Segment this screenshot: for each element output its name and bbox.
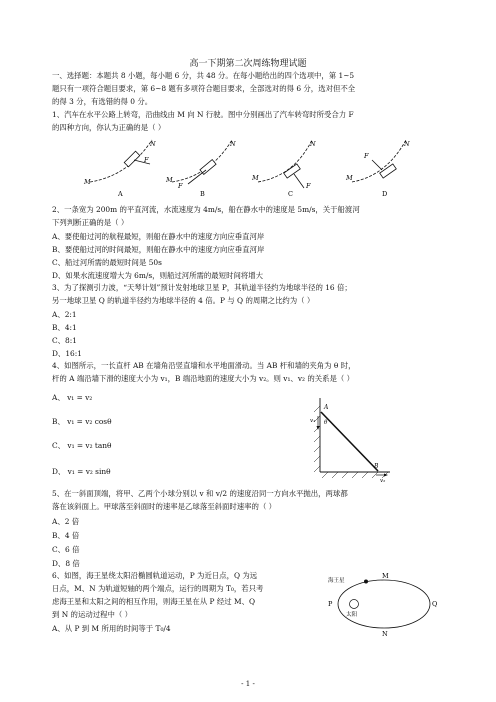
q1-figure-d [345,140,410,198]
q1-a-n-label: N [150,140,156,148]
q3-line-1: 3、为了探测引力波，“天琴计划”预计发射地球卫星 P，其轨道半径约为地球半径的 16 倍； [52,283,352,292]
intro-line-2: 题只有一项符合题目要求，第 6~8 题有多项符合题目要求，全部选对的得 6 分，选对但不全 [52,84,356,93]
q1-line-1: 1、汽车在水平公路上转弯，沿曲线由 M 向 N 行驶。图中分别画出了汽车转弯时所受合力 F [52,110,354,119]
q3-option-a: A、2:1 [52,310,77,319]
q6-line-3: 虑海王星和太阳之间的相互作用，则海王星在从 P 经过 M、Q [52,597,256,606]
q1-a-f-label: F [144,156,149,164]
q6-line-2: 日点，M、N 为轨道短轴的两个端点，运行的周期为 T₀，若只考 [52,584,264,593]
intro-line-1: 一、选择题：本题共 8 小题，每小题 6 分，共 48 分。在每小题给出的四个选项中，第 1~5 [52,71,355,80]
q1-figure-b [165,140,236,198]
q6-orbit-figure [326,572,446,636]
q5-option-b: B、4 倍 [52,531,80,540]
q1-figure-c [251,140,316,198]
page-title: 高一下期第二次周练物理试题 [189,59,307,69]
q1-figures [80,136,420,198]
q5-option-d: D、8 倍 [52,559,80,568]
q4-figure [312,396,392,482]
q1-d-option-label: D [382,190,388,198]
q2-option-d: D、如果水流速度增大为 6m/s，则船过河所需的最短时间将增大 [52,271,264,280]
q6-label-q: Q [432,600,438,608]
q2-line-2: 下列判断正确的是（ ） [52,218,129,227]
q3-option-c: C、8:1 [52,336,77,345]
q6-line-4: 到 N 的运动过程中（ ） [52,610,133,619]
q4-label-theta: θ [324,420,328,426]
q5-option-a: A、2 倍 [52,517,80,526]
q4-label-a: A [324,404,329,411]
q1-a-m-label: M [84,178,91,186]
q1-b-n-label: N [230,140,236,148]
q1-c-option-label: C [288,190,293,198]
q6-label-sun: 太阳 [346,612,358,618]
q4-option-a: A、 v₁ = v₂ [52,393,93,402]
q4-option-b: B、 v₁ = v₂ cosθ [52,417,112,426]
q4-label-v1: v₁ [310,418,316,424]
q6-label-m: M [382,572,389,580]
q3-line-2: 另一地球卫星 Q 的轨道半径约为地球半径的 4 倍。P 与 Q 的周期之比约为（ ） [52,296,315,305]
q5-option-c: C、6 倍 [52,545,80,554]
q1-c-n-label: N [310,140,316,148]
q6-line-1: 6、如图，海王星绕太阳沿椭圆轨道运动，P 为近日点，Q 为远 [52,571,258,580]
q1-b-option-label: B [200,190,205,198]
q2-option-a: A、要使船过河的航程最短，则船在静水中的速度方向应垂直河岸 [52,232,265,241]
q2-option-b: B、要使船过河的时间最短，则船在静水中的速度方向应垂直河岸 [52,245,265,254]
q5-line-2: 落在该斜面上。甲球落至斜面时的速率是乙球落至斜面时速率的（ ） [52,502,277,511]
q2-option-c: C、船过河所需的最短时间是 50s [52,258,162,267]
q6-option-a: A、从 P 到 M 所用的时间等于 T₀/4 [52,624,171,633]
q6-label-p: P [328,600,333,608]
sun-icon [350,600,359,609]
q4-option-c: C、 v₁ = v₂ tanθ [52,441,112,450]
q4-label-b: B [374,463,379,470]
q5-line-1: 5、在一斜面顶端，将甲、乙两个小球分别以 v 和 v/2 的速度沿同一方向水平抛出，两球都 [52,489,348,498]
q1-d-f-label: F [364,152,369,160]
q4-label-v2: v₂ [380,478,386,484]
q6-label-neptune: 海王星 [328,578,345,584]
q3-option-d: D、16:1 [52,349,82,358]
intro-line-3: 的得 3 分，有选错的得 0 分。 [52,97,153,106]
q2-line-1: 2、一条宽为 200m 的平直河流，水流速度为 4m/s，船在静水中的速度是 5m/s，关于船渡河 [52,205,360,214]
q1-d-m-label: M [346,174,353,182]
q4-line-2: 杆的 A 端沿墙下滑的速度大小为 v₁，B 端沿地面的速度大小为 v₂。则 v₁、v₂ 的关系是（ ） [52,374,355,383]
q6-label-n: N [382,630,388,638]
q1-line-2: 的四种方向，你认为正确的是（ ） [52,123,166,132]
neptune-dot-icon [364,580,368,584]
q1-figure-a [83,140,156,198]
page-number: - 1 - [241,680,255,688]
q1-b-f-label: F [178,182,183,190]
q1-a-option-label: A [118,190,123,198]
q1-c-m-label: M [252,174,259,182]
q4-line-1: 4、如图所示，一长直杆 AB 在墙角沿竖直墙和水平地面滑动。当 AB 杆和墙的夹角为 θ 时， [52,361,356,370]
q3-option-b: B、4:1 [52,323,77,332]
q1-d-n-label: N [404,140,410,148]
q1-b-m-label: M [166,176,173,184]
q4-option-d: D、 v₁ = v₂ sinθ [52,467,111,476]
q1-c-f-label: F [306,182,311,190]
